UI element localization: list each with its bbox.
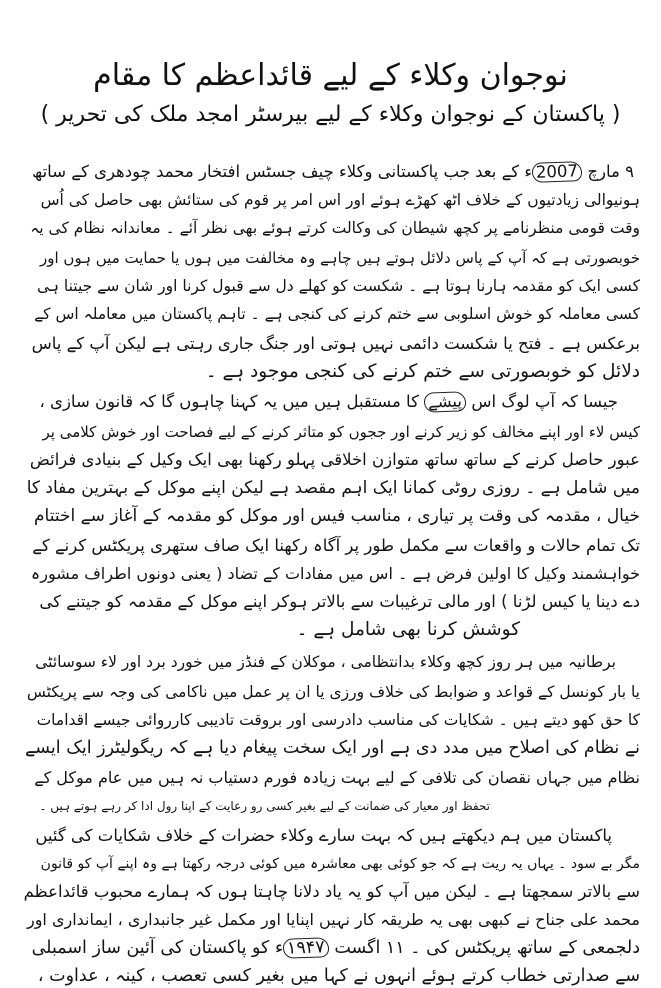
body-line: تحفظ اور معیار کی ضمانت کے لیے بغیر کسی رو رعایت کے اپنا رول ادا کر رہے ہوتے ہیں ۔	[39, 799, 490, 813]
highlighted-date: ۱۹۴۷	[283, 937, 329, 959]
body-line: کا حق کھو دیتے ہیں ۔ شکایات کی مناسب دادرسی اور بروقت تادیبی کارروائی جیسے اقدامات	[36, 711, 640, 729]
body-line: عبور حاصل کرنے کے ساتھ ساتھ متوازن اخلاقی پہلو رکھنا بھی ایک وکیل کے بنیادی فرائض	[29, 450, 640, 469]
body-line: وقت قومی منظرنامے پر کچھ شیطان کی وکالت کرتے ہوئے بھی نظر آئے ۔ معاندانہ نظام کی یہ	[30, 219, 640, 237]
body-line: خوبصورتی ہے کہ آپ کے پاس دلائل ہوتے ہیں چاہے وہ مخالفت میں ہوں یا حمایت میں ہوں اور	[40, 249, 640, 267]
body-line: خواہشمند وکیل کا اولین فرض ہے ۔ اس میں مفادات کے تضاد ( یعنی دونوں اطراف مشورہ	[30, 564, 640, 583]
body-line: جیسا کہ آپ لوگ اس پیشے کا مستقبل ہیں میں یہ کہنا چاہوں گا کہ قانون سازی ،	[39, 391, 618, 412]
body-line: ۹ مارچ 2007ء کے بعد جب پاکستانی وکلاء چیف جسٹس افتخار محمد چودھری کے ساتھ	[32, 161, 634, 182]
body-line: تک تمام حالات و واقعات سے مکمل طور پر آگاہ رکھنا ایک صاف ستھری پریکٹس کرنے کے	[32, 536, 640, 555]
body-line: نے نظام کی اصلاح میں مدد دی ہے اور ایک سخت پیغام دیا ہے کہ ریگولیٹرز ایک ایسے	[25, 738, 640, 758]
body-line: دلجمعی کے ساتھ پریکٹس کی ۔ ۱۱ اگست ۱۹۴۷ء کو پاکستان کی آئین ساز اسمبلی	[31, 937, 640, 959]
document-subtitle: ( پاکستان کے نوجوان وکلاء کے لیے بیرسٹر امجد ملک کی تحریر )	[40, 102, 621, 127]
highlighted-word: پیشے	[424, 391, 467, 412]
body-line: دے دینا یا کیس لڑنا ) اور مالی ترغیبات سے بالاتر ہوکر اپنے موکل کے مقدمہ کو جیتنے کی	[39, 592, 640, 611]
body-line: یا بار کونسل کے قواعد و ضوابط کی خلاف ورزی یا ان پر عمل میں ناکامی کی وجہ سے پریکٹس	[26, 683, 640, 701]
body-line: سے بالاتر سمجھتا ہے ۔ لیکن میں آپ کو یہ یاد دلانا چاہتا ہوں کہ ہمارے محبوب قائداعظم	[23, 882, 640, 901]
body-line: خیال ، مقدمہ کی وقت پر تیاری ، مناسب فیس اور موکل کو مقدمہ کے آغاز سے اختتام	[34, 506, 640, 526]
body-line: پاکستان میں ہم دیکھتے ہیں کہ بہت سارے وکلاء حضرات کے خلاف شکایات کی گئیں	[35, 826, 612, 845]
body-line: دلائل کو خوبصورتی سے ختم کرنے کی کنجی موجود ہے ۔	[205, 361, 640, 382]
document-title: نوجوان وکلاء کے لیے قائداعظم کا مقام	[93, 58, 568, 93]
body-line: میں شامل ہے ۔ روزی روٹی کمانا ایک اہم مقصد ہے لیکن اپنے موکل کے بہترین مفاد کا	[26, 478, 640, 498]
body-line: برعکس ہے ۔ فتح یا شکست دائمی نہیں ہوتی اور جنگ جاری رہتی ہے لیکن آپ کے پاس	[31, 334, 640, 353]
body-line: ہونیوالی زیادتیوں کے خلاف اٹھ کھڑے ہوئے اور اس امر پر قوم کی ستائش بھی حاصل کی اُس	[40, 191, 640, 209]
body-line: کوشش کرنا بھی شامل ہے ۔	[296, 619, 520, 640]
body-line: کیس لاء اور اپنے مخالف کو زیر کرنے اور ججوں کو متاثر کرنے کے لیے فصاحت اور خوش کلامی پر	[42, 423, 640, 441]
body-line: محمد علی جناح نے کبھی بھی یہ طریقہ کار نہیں اپنایا اور مکمل غیر جانبداری ، ایمانداری اور	[26, 910, 640, 929]
body-line: کسی ایک کو مقدمہ ہارنا ہوتا ہے ۔ شکست کو کھلے دل سے قبول کرنا اور شان سے جیتنا ہی	[36, 277, 640, 295]
body-line: مگر بے سود ۔ یہاں یہ ریت ہے کہ جو کوئی بھی معاشرہ میں کوئی درجہ رکھتا ہے وہ اپنے آپ کو قانون	[40, 856, 640, 872]
body-line: برطانیہ میں ہر روز کچھ وکلاء بدانتظامی ، موکلان کے فنڈز میں خورد برد اور لاء سوسائٹی	[35, 653, 616, 671]
body-line: سے صدارتی خطاب کرتے ہوئے انہوں نے کہا میں بغیر کسی تعصب ، کینہ ، عداوت ،	[37, 966, 640, 986]
body-line: نظام میں جہاں نقصان کی تلافی کے لیے بہت زیادہ فورم دستیاب نہ ہیں میں عام موکل کے	[34, 768, 640, 787]
body-line: کسی معاملہ کو خوش اسلوبی سے ختم کرنے کی کنجی ہے ۔ تاہم پاکستان میں معاملہ اس کے	[34, 305, 640, 323]
highlighted-year: 2007	[532, 161, 583, 183]
